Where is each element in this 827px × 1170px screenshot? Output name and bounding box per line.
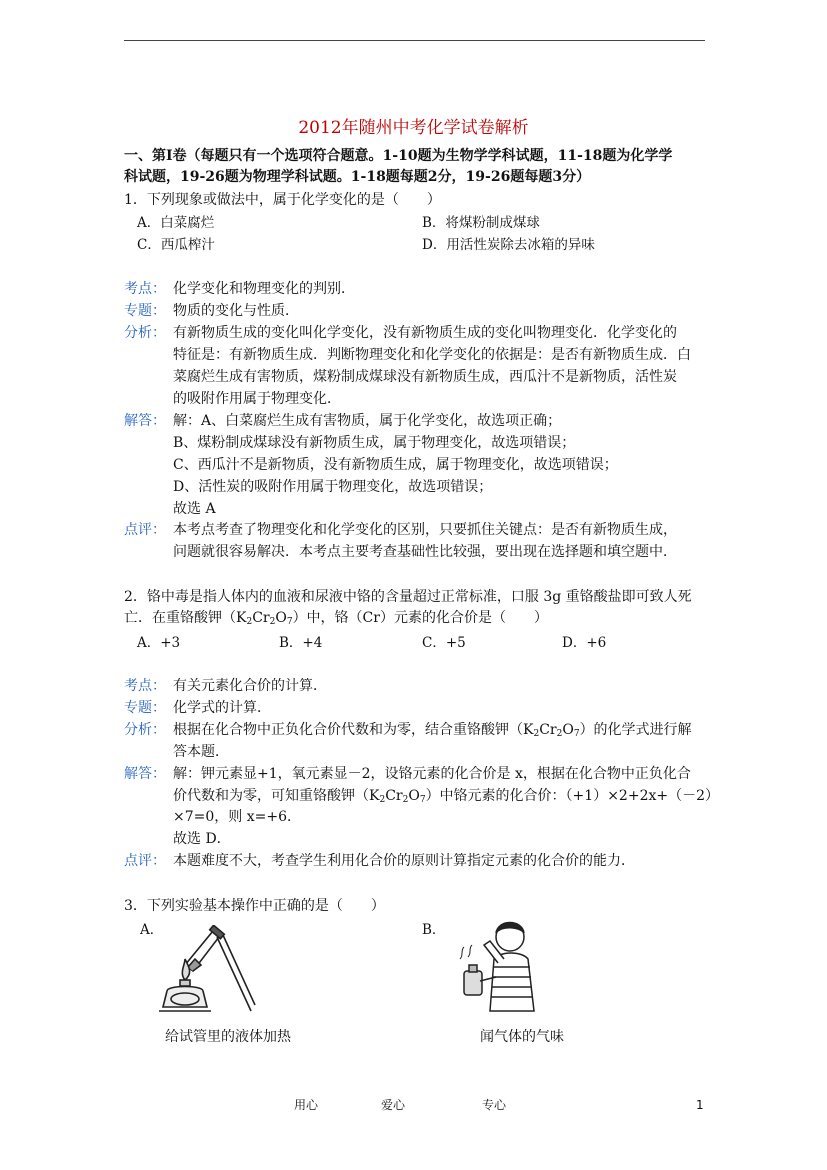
q2-fenxi-line: 答本题． bbox=[173, 744, 229, 760]
q2-kaodian-label: 考点： bbox=[124, 678, 166, 694]
heating-test-tube-illustration bbox=[155, 925, 265, 1015]
q1-fenxi-label: 分析： bbox=[124, 325, 166, 341]
q2-jieda-label: 解答： bbox=[124, 766, 166, 782]
q2-jieda-line: 价代数和为零，可知重铬酸钾$(K_2Cr_2O_7)$中铬元素的化合价：（+1）×2+2x+（－2） bbox=[173, 788, 720, 805]
header-rule bbox=[124, 40, 705, 41]
q2-zhuanti: 化学式的计算． bbox=[173, 700, 271, 716]
q2-option-c: C．+5 bbox=[422, 635, 466, 651]
q1-fenxi-line: 特征是：有新物质生成．判断物理变化和化学变化的依据是：是否有新物质生成．白 bbox=[173, 347, 691, 363]
q1-stem: 1．下列现象或做法中，属于化学变化的是（ ） bbox=[124, 192, 441, 208]
q2-option-d: D．+6 bbox=[562, 635, 607, 651]
q1-option-c: C．西瓜榨汁 bbox=[137, 237, 215, 253]
q1-kaodian: 化学变化和物理变化的判别． bbox=[173, 281, 355, 297]
q1-fenxi-line: 菜腐烂生成有害物质，煤粉制成煤球没有新物质生成，西瓜汁不是新物质，活性炭 bbox=[173, 369, 677, 385]
q1-jieda-line: 故选 A bbox=[173, 501, 216, 517]
q2-dianping: 本题难度不大，考查学生利用化合价的原则计算指定元素的化合价的能力． bbox=[173, 853, 635, 869]
q3-caption-a: 给试管里的液体加热 bbox=[165, 1029, 291, 1045]
q1-fenxi-line: 的吸附作用属于物理变化． bbox=[173, 391, 341, 407]
smelling-gas-illustration bbox=[450, 915, 550, 1015]
q1-jieda-line: B、煤粉制成煤球没有新物质生成，属于物理变化，故选项错误； bbox=[173, 435, 576, 451]
footer-motto-3: 专心 bbox=[482, 1098, 507, 1112]
q2-zhuanti-label: 专题： bbox=[124, 700, 166, 716]
q1-jieda-line: C、西瓜汁不是新物质，没有新物质生成，属于物理变化，故选项错误； bbox=[173, 457, 618, 473]
q1-dianping-line: 本考点考查了物理变化和化学变化的区别，只要抓住关键点：是否有新物质生成， bbox=[173, 522, 677, 538]
q1-jieda-label: 解答： bbox=[124, 413, 166, 429]
q2-fenxi-line: 根据在化合物中正负化合价代数和为零，结合重铬酸钾$(K_2Cr_2O_7)$的化学式进行解 bbox=[173, 722, 692, 739]
q1-dianping-label: 点评： bbox=[124, 522, 166, 538]
q2-stem-line2: 亡．在重铬酸钾$(K_2Cr_2O_7)$中，铬（Cr）元素的化合价是（ ） bbox=[124, 610, 548, 627]
q2-jieda-line: 故选 D． bbox=[173, 831, 231, 847]
q2-jieda-line: 解：钾元素显+1，氧元素显－2，设铬元素的化合价是 x，根据在化合物中正负化合 bbox=[173, 766, 691, 782]
q1-zhuanti-label: 专题： bbox=[124, 303, 166, 319]
q1-option-b: B．将煤粉制成煤球 bbox=[422, 215, 540, 231]
q1-fenxi-line: 有新物质生成的变化叫化学变化，没有新物质生成的变化叫物理变化．化学变化的 bbox=[173, 325, 677, 341]
q2-stem-line1: 2．铬中毒是指人体内的血液和尿液中铬的含量超过正常标准，口服 3g 重铬酸盐即可致人死 bbox=[124, 589, 692, 605]
q1-zhuanti: 物质的变化与性质． bbox=[173, 303, 299, 319]
q1-jieda-line: 解：A、白菜腐烂生成有害物质，属于化学变化，故选项正确； bbox=[173, 413, 562, 429]
q1-jieda-line: D、活性炭的吸附作用属于物理变化，故选项错误； bbox=[173, 479, 493, 495]
section-heading-line1: 一、第Ⅰ卷（每题只有一个选项符合题意。1-10题为生物学学科试题，11-18题为化学学 bbox=[124, 148, 673, 164]
q3-stem: 3．下列实验基本操作中正确的是（ ） bbox=[124, 898, 385, 914]
q3-caption-b: 闻气体的气味 bbox=[480, 1029, 564, 1045]
q1-kaodian-label: 考点： bbox=[124, 281, 166, 297]
page-number: 1 bbox=[696, 1098, 704, 1112]
q1-option-a: A．白菜腐烂 bbox=[137, 215, 215, 231]
footer-motto-1: 用心 bbox=[294, 1098, 319, 1112]
q1-option-d: D．用活性炭除去冰箱的异味 bbox=[422, 237, 595, 253]
q3-option-b-label: B． bbox=[422, 922, 446, 938]
page-title: 2012年随州中考化学试卷解析 bbox=[298, 118, 529, 138]
footer-motto-2: 爱心 bbox=[381, 1098, 406, 1112]
q2-jieda-line: ×7=0，则 x=+6． bbox=[173, 809, 301, 825]
q1-dianping-line: 问题就很容易解决．本考点主要考查基础性比较强，要出现在选择题和填空题中． bbox=[173, 544, 677, 560]
q2-option-a: A．+3 bbox=[137, 635, 181, 651]
section-heading-line2: 科试题，19-26题为物理学科试题。1-18题每题2分，19-26题每题3分） bbox=[124, 169, 591, 185]
q2-kaodian: 有关元素化合价的计算． bbox=[173, 678, 327, 694]
q2-option-b: B．+4 bbox=[279, 635, 323, 651]
q2-dianping-label: 点评： bbox=[124, 853, 166, 869]
q2-fenxi-label: 分析： bbox=[124, 722, 166, 738]
q3-option-a-label: A． bbox=[140, 922, 164, 938]
